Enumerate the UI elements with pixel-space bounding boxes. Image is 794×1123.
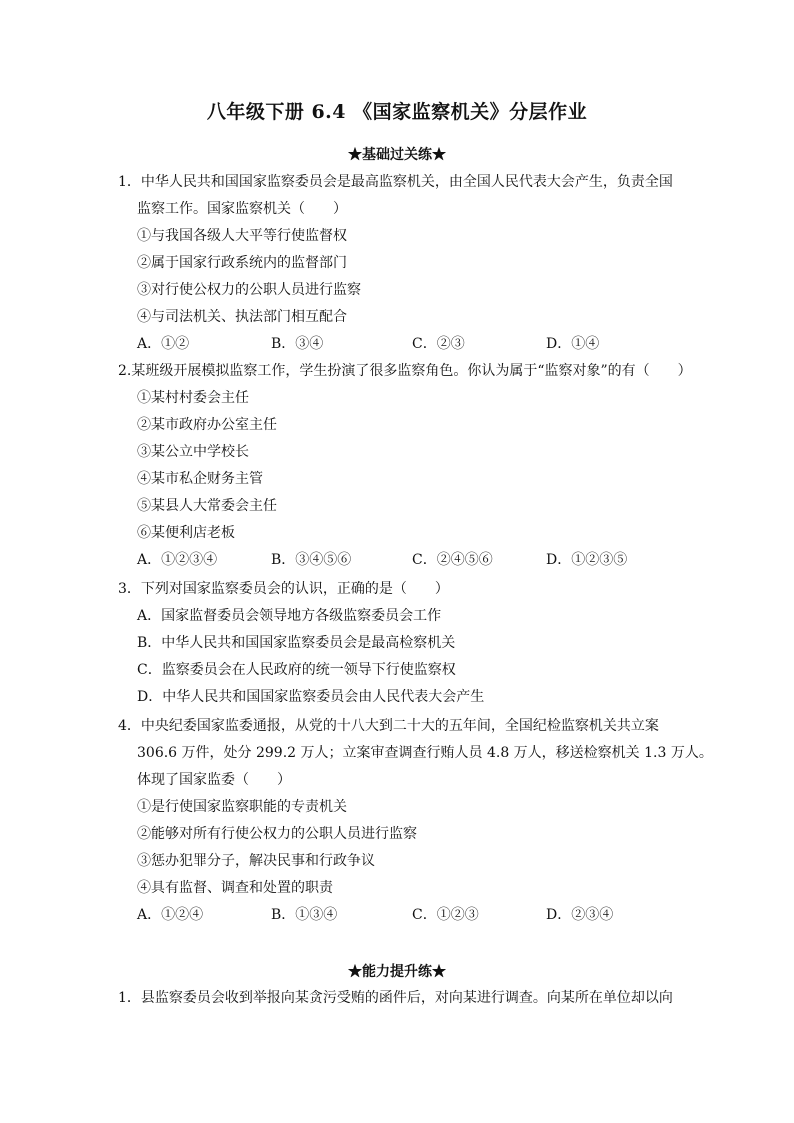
q2-item: ④某市私企财务主管	[137, 471, 263, 487]
q1-stem-line1: 1．中华人民共和国国家监察委员会是最高监察机关，由全国人民代表大会产生，负责全国	[118, 174, 673, 190]
q2-item: ⑥某便利店老板	[137, 525, 235, 541]
q2-option-c: C．②④⑤⑥	[412, 552, 493, 568]
q4-stem-line2: 306.6 万件，处分 299.2 万人；立案审查调查行贿人员 4.8 万人，移送检察机关 1.3 万人。	[137, 745, 713, 761]
q4-option-d: D．②③④	[546, 907, 614, 923]
q1-option-d: D．①④	[546, 336, 600, 352]
q3-option-b: B．中华人民共和国国家监察委员会是最高检察机关	[137, 635, 456, 651]
q1-item: ②属于国家行政系统内的监督部门	[137, 255, 347, 271]
q4-item: ②能够对所有行使公权力的公职人员进行监察	[137, 826, 417, 842]
q1-item: ④与司法机关、执法部门相互配合	[137, 309, 347, 325]
q1-option-b: B．③④	[271, 336, 324, 352]
page-title: 八年级下册 6.4 《国家监察机关》分层作业	[206, 101, 588, 123]
p1-stem-line1: 1．县监察委员会收到举报向某贪污受贿的函件后，对向某进行调查。向某所在单位却以向	[118, 990, 673, 1006]
q2-item: ⑤某县人大常委会主任	[137, 498, 277, 514]
q1-item: ①与我国各级人大平等行使监督权	[137, 228, 347, 244]
q3-option-c: C．监察委员会在人民政府的统一领导下行使监察权	[137, 662, 456, 678]
q1-stem-line2: 监察工作。国家监察机关（ ）	[137, 201, 347, 217]
q4-stem-line1: 4．中央纪委国家监委通报，从党的十八大到二十大的五年间，全国纪检监察机关共立案	[118, 718, 659, 734]
q4-stem-line3: 体现了国家监委（ ）	[137, 772, 291, 788]
section-heading-basic: ★基础过关练★	[348, 147, 446, 163]
q4-option-a: A．①②④	[137, 907, 204, 923]
q2-option-d: D．①②③⑤	[546, 552, 628, 568]
q2-option-b: B．③④⑤⑥	[271, 552, 352, 568]
q2-option-a: A．①②③④	[137, 552, 218, 568]
q4-item: ④具有监督、调查和处置的职责	[137, 880, 333, 896]
q4-item: ①是行使国家监察职能的专责机关	[137, 799, 347, 815]
section-heading-advanced: ★能力提升练★	[348, 964, 446, 980]
q3-option-d: D．中华人民共和国国家监察委员会由人民代表大会产生	[137, 689, 485, 705]
q1-option-a: A．①②	[137, 336, 190, 352]
q4-option-b: B．①③④	[271, 907, 338, 923]
q4-item: ③惩办犯罪分子，解决民事和行政争议	[137, 853, 375, 869]
q1-item: ③对行使公权力的公职人员进行监察	[137, 282, 361, 298]
q4-option-c: C．①②③	[412, 907, 479, 923]
q2-item: ②某市政府办公室主任	[137, 417, 277, 433]
q3-stem-line1: 3．下列对国家监察委员会的认识，正确的是（ ）	[118, 581, 449, 597]
q2-item: ①某村村委会主任	[137, 390, 249, 406]
q2-stem-line1: 2.某班级开展模拟监察工作，学生扮演了很多监察角色。你认为属于“监察对象”的有（ ）	[118, 363, 692, 379]
q2-item: ③某公立中学校长	[137, 444, 249, 460]
q3-option-a: A．国家监督委员会领导地方各级监察委员会工作	[137, 608, 442, 624]
q1-option-c: C．②③	[412, 336, 465, 352]
